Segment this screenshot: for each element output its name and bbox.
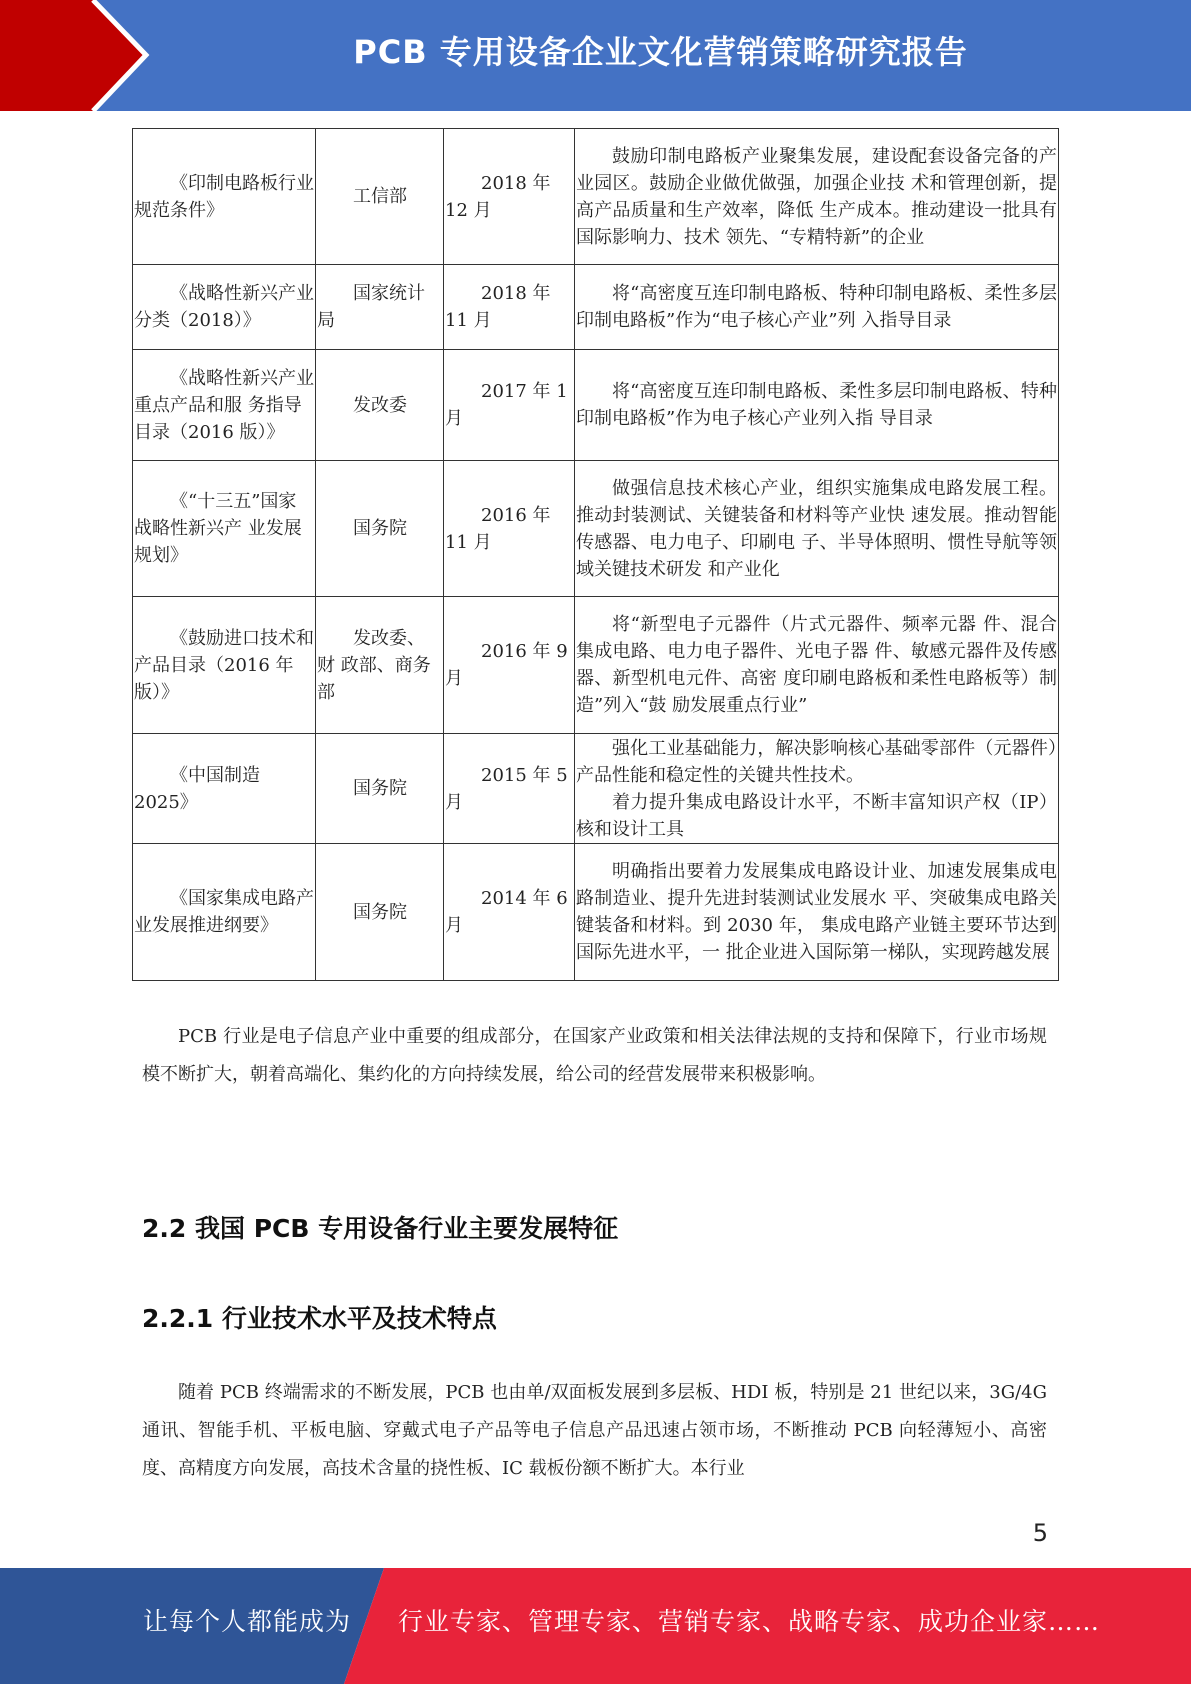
policy-name: 《国家集成电路产业发展推进纲要》 [133,844,316,981]
policy-date: 2018 年 12 月 [444,129,575,265]
policy-department: 工信部 [316,129,444,265]
policy-department: 国务院 [316,461,444,597]
table-row [133,129,1059,265]
policy-department: 发改委、财 政部、商务 部 [316,597,444,734]
page-header [0,0,1191,111]
policy-date: 2016 年 11 月 [444,461,575,597]
policy-date: 2015 年 5 月 [444,734,575,844]
table-row [133,734,1059,844]
policy-department: 发改委 [316,350,444,461]
body-paragraph: PCB 行业是电子信息产业中重要的组成部分，在国家产业政策和相关法律法规的支持和保障下，行业市场规模不断扩大，朝着高端化、集约化的方向持续发展，给公司的经营发展带来积极影响。 [142,1026,1047,1085]
subsection-heading: 2.2.1 行业技术水平及技术特点 [142,1304,497,1333]
policy-description: 明确指出要着力发展集成电路设计业、加速发展集成电路制造业、提升先进封装测试业发展水 平、突破集成电路关键装备和材料。到 2030 年， 集成电路产业链主要环节达到国际先进水平，一 批企业进入国际第一梯队，实现跨越发展 [575,844,1059,981]
page-footer [0,1568,1191,1684]
policy-description: 将“高密度互连印制电路板、特种印制电路板、柔性多层印制电路板”作为“电子核心产业”列 入指导目录 [575,265,1059,350]
policy-name: 《“十三五”国家战略性新兴产 业发展规划》 [133,461,316,597]
page-number: 5 [1032,1519,1048,1547]
table-row [133,265,1059,350]
policy-date: 2016 年 9 月 [444,597,575,734]
report-title: PCB 专用设备企业文化营销策略研究报告 [353,33,968,71]
policy-name: 《中国制造 2025》 [133,734,316,844]
table-row [133,844,1059,981]
body-paragraph: 随着 PCB 终端需求的不断发展，PCB 也由单/双面板发展到多层板、HDI 板，特别是 21 世纪以来，3G/4G 通讯、智能手机、平板电脑、穿戴式电子产品等电子信息产品迅速占领市场，不断推动 PCB 向轻薄短小、高密度、高精度方向发展，高技术含量的挠性板、IC 载板份额不断扩大。本行业 [142,1382,1047,1479]
policy-table [132,128,1059,981]
section-heading: 2.2 我国 PCB 专用设备行业主要发展特征 [142,1214,619,1243]
table-row [133,350,1059,461]
policy-department: 国家统计局 [316,265,444,350]
policy-department: 国务院 [316,734,444,844]
table-row [133,597,1059,734]
policy-description: 做强信息技术核心产业，组织实施集成电路发展工程。推动封装测试、关键装备和材料等产业快 速发展。推动智能传感器、电力电子、印刷电 子、半导体照明、惯性导航等领域关键技术研发 和产业化 [575,461,1059,597]
footer-slogan-left: 让每个人都能成为 [143,1607,352,1636]
policy-name: 《印制电路板行业规范条件》 [133,129,316,265]
policy-name: 《战略性新兴产业分类（2018）》 [133,265,316,350]
policy-description: 将“高密度互连印制电路板、柔性多层印制电路板、特种印制电路板”作为电子核心产业列入指 导目录 [575,350,1059,461]
policy-date: 2018 年 11 月 [444,265,575,350]
policy-name: 《鼓励进口技术和产品目录（2016 年版）》 [133,597,316,734]
policy-name: 《战略性新兴产业重点产品和服 务指导目录（2016 版）》 [133,350,316,461]
policy-date: 2017 年 1 月 [444,350,575,461]
policy-description: 将“新型电子元器件（片式元器件、频率元器 件、混合集成电路、电力电子器件、光电子器 件、敏感元器件及传感器、新型机电元件、高密 度印刷电路板和柔性电路板等）制造”列入“鼓 励发展重点行业” [575,597,1059,734]
policy-date: 2014 年 6 月 [444,844,575,981]
header-chevron-decoration [0,0,160,111]
table-row [133,461,1059,597]
policy-department: 国务院 [316,844,444,981]
policy-description: 鼓励印制电路板产业聚集发展，建设配套设备完备的产业园区。鼓励企业做优做强，加强企业技 术和管理创新，提高产品质量和生产效率，降低 生产成本。推动建设一批具有国际影响力、技术 领先、“专精特新”的企业 [575,129,1059,265]
policy-description: 强化工业基础能力，解决影响核心基础零部件（元器件）产品性能和稳定性的关键共性技术。 着力提升集成电路设计水平，不断丰富知识产权（IP）核和设计工具 [575,734,1059,844]
footer-slogan-right: 行业专家、管理专家、营销专家、战略专家、成功企业家…… [398,1607,1101,1636]
